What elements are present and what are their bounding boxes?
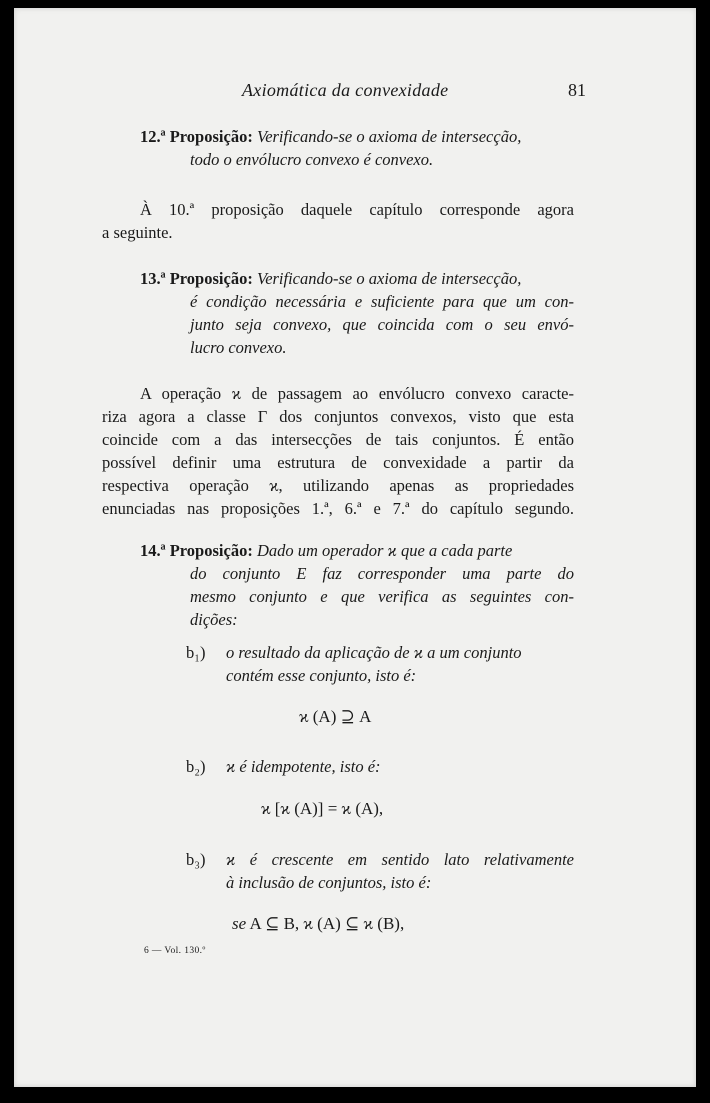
prop12-line1: Verificando-se o axioma de intersecção,	[256, 127, 522, 146]
prop14-number: 14.ª	[140, 541, 166, 560]
para2-line6: enunciadas nas proposições 1.ª, 6.ª e 7.ª do capítulo segundo.	[102, 499, 574, 518]
prop12-label: Proposição:	[169, 127, 253, 146]
para2-line2: riza agora a classe Γ dos conjuntos convexos, visto que esta	[102, 407, 574, 426]
condition-b2-line1: ϰ é idempotente, isto é:	[226, 757, 381, 776]
prop13-line3: junto seja convexo, que coincida com o seu envó-	[190, 315, 574, 334]
book-page	[14, 8, 696, 1087]
condition-b3-formula-prefix: se	[232, 914, 247, 933]
prop14-line3: mesmo conjunto e que verifica as seguintes con-	[190, 587, 574, 606]
prop13-number: 13.ª	[140, 269, 166, 288]
prop14-line4: dições:	[190, 610, 238, 629]
prop12-number: 12.ª	[140, 127, 166, 146]
prop13-label: Proposição:	[169, 269, 253, 288]
prop13-line4: lucro convexo.	[190, 338, 287, 357]
condition-b3-formula-line	[232, 914, 404, 934]
prop14-heading	[140, 539, 512, 562]
condition-b1-line1: o resultado da aplicação de ϰ a um conjunto	[226, 643, 522, 662]
prop13-line1: Verificando-se o axioma de intersecção,	[256, 269, 522, 288]
para2-line4: possível definir uma estrutura de convexidade a partir da	[102, 453, 574, 472]
running-header-title: Axiomática da convexidade	[242, 80, 449, 100]
condition-b3-line1: ϰ é crescente em sentido lato relativamente	[226, 850, 574, 869]
condition-b2-label: b₂)	[186, 757, 206, 776]
prop14-line1: Dado um operador ϰ que a cada parte	[256, 541, 513, 560]
printer-signature: 6 — Vol. 130.º	[144, 946, 206, 956]
condition-b3-formula: A ⊆ B, ϰ (A) ⊆ ϰ (B),	[249, 914, 405, 933]
prop12-line2: todo o envólucro convexo é convexo.	[190, 150, 434, 169]
para1-line2: a seguinte.	[102, 223, 173, 242]
para2-line5: respectiva operação ϰ, utilizando apenas as propriedades	[102, 476, 574, 495]
condition-b3-label: b₃)	[186, 850, 206, 869]
condition-b2-formula: ϰ [ϰ (A)] = ϰ (A),	[261, 799, 384, 818]
condition-b1-formula: ϰ (A) ⊇ A	[299, 707, 372, 726]
page-number: 81	[568, 80, 586, 100]
prop13-line2: é condição necessária e suficiente para que um con-	[190, 292, 574, 311]
prop14-line2: do conjunto E faz corresponder uma parte do	[190, 564, 574, 583]
prop12-heading	[140, 125, 521, 148]
scan-border	[0, 1087, 710, 1103]
para2-line3: coincide com a das intersecções de tais conjuntos. É então	[102, 430, 574, 449]
prop14-label: Proposição:	[169, 541, 253, 560]
para2-line1: A operação ϰ de passagem ao envólucro convexo caracte-	[140, 384, 574, 403]
condition-b1-line2: contém esse conjunto, isto é:	[226, 666, 417, 685]
condition-b1-label: b₁)	[186, 643, 206, 662]
prop13-heading	[140, 267, 521, 290]
para1-line1: À 10.ª proposição daquele capítulo corresponde agora	[140, 200, 574, 219]
condition-b3-line2: à inclusão de conjuntos, isto é:	[226, 873, 432, 892]
